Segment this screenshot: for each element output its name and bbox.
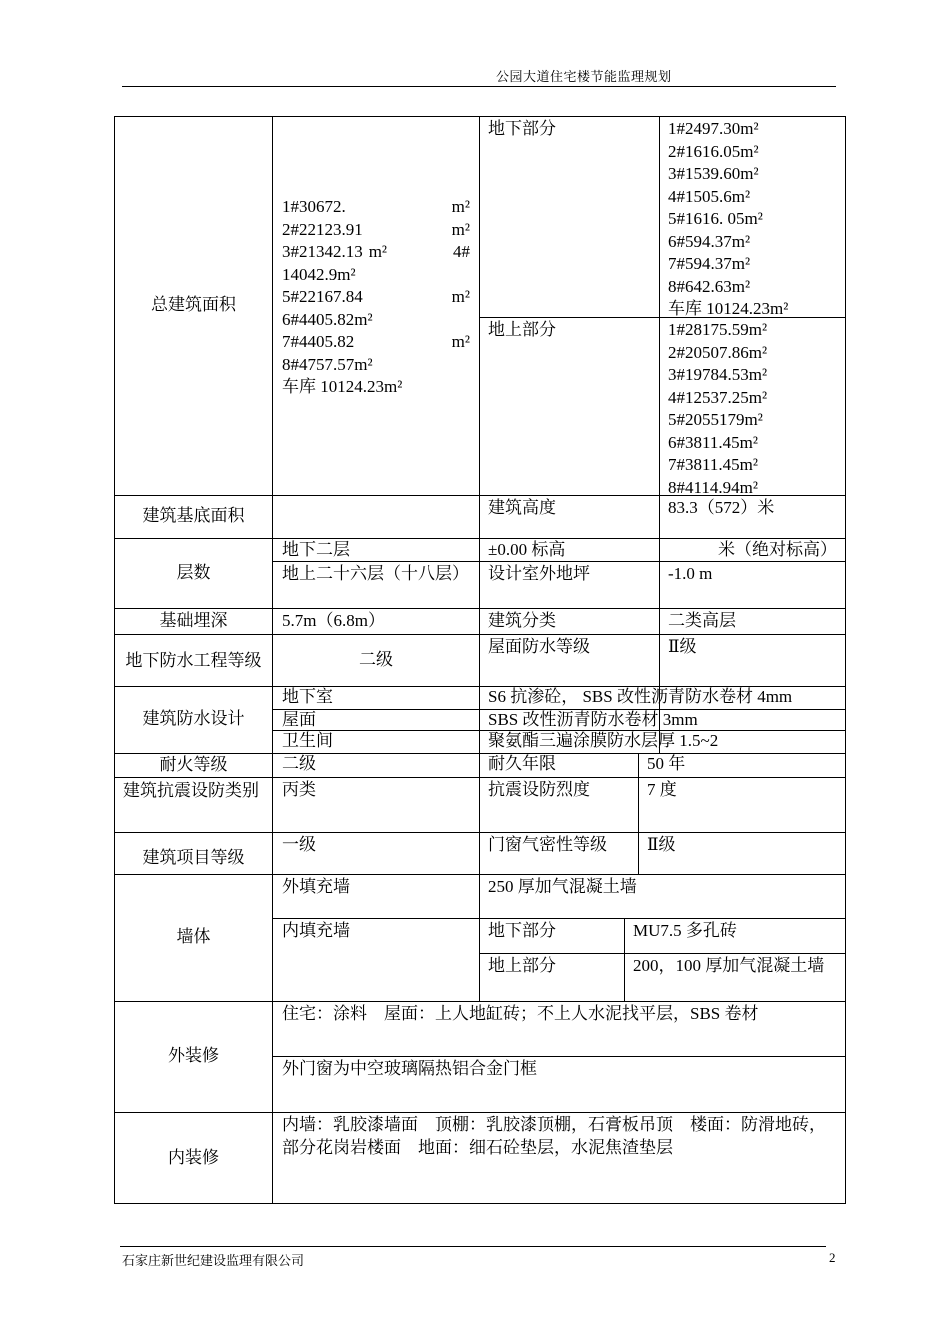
durability-label: 耐久年限 bbox=[488, 754, 556, 773]
project-info-table bbox=[114, 116, 846, 1204]
seismic-intensity-value: 7 度 bbox=[647, 780, 677, 799]
floors-aboveground: 地上二十六层（十八层） bbox=[282, 564, 469, 583]
elevation-label: ±0.00 标高 bbox=[488, 540, 566, 559]
base-area-value bbox=[273, 495, 479, 538]
underground-waterproof-value: 二级 bbox=[359, 649, 393, 669]
footer-rule bbox=[120, 1246, 826, 1247]
elevation-value: 米（绝对标高） bbox=[718, 540, 837, 559]
interior-finish-value: 内墙：乳胶漆墙面 顶棚：乳胶漆顶棚，石膏板吊顶 楼面：防滑地砖，部分花岗岩楼面 地面：细石砼垫层，水泥焦渣垫层 bbox=[282, 1115, 826, 1157]
foundation-depth-label: 基础埋深 bbox=[159, 610, 228, 630]
interior-finish-label: 内装修 bbox=[168, 1147, 219, 1167]
total-area-line: 8#4757.57m² bbox=[282, 354, 373, 374]
header-rule bbox=[122, 86, 836, 87]
waterproof-spec: SBS 改性沥青防水卷材 3mm bbox=[488, 710, 698, 729]
total-area-line: 车库 10124.23m² bbox=[282, 377, 403, 396]
inner-infill-wall-label: 内填充墙 bbox=[282, 921, 350, 940]
underground-area-values: 1#2497.30m² 2#1616.05m² 3#1539.60m² 4#1505.6m² 5#1616. 05m² 6#594.37m² 7#594.37m² 8#642.63m² 车库 10124.23m² bbox=[668, 119, 789, 318]
page-number: 2 bbox=[829, 1250, 836, 1265]
aboveground-area-values: 1#28175.59m² 2#20507.86m² 3#19784.53m² 4#12537.25m² 5#2055179m² 6#3811.45m² 7#3811.45m² 8#4114.94m² bbox=[668, 320, 768, 497]
airtightness-label: 门窗气密性等级 bbox=[488, 835, 607, 854]
total-area-line: 2#22123.91 m² bbox=[282, 219, 470, 239]
total-area-line: 14042.9m² bbox=[282, 264, 356, 284]
waterproof-spec: S6 抗渗砼， SBS 改性沥青防水卷材 4mm bbox=[488, 687, 793, 706]
seismic-intensity-label: 抗震设防烈度 bbox=[488, 780, 590, 799]
outer-infill-wall-label: 外填充墙 bbox=[282, 877, 350, 896]
inner-wall-aboveground-value: 200，100 厚加气混凝土墙 bbox=[633, 956, 825, 975]
total-area-line: 6#4405.82m² bbox=[282, 309, 373, 329]
inner-wall-underground-value: MU7.5 多孔砖 bbox=[633, 921, 737, 940]
outdoor-grade-label: 设计室外地坪 bbox=[488, 564, 590, 583]
exterior-finish-windows: 外门窗为中空玻璃隔热铝合金门框 bbox=[282, 1059, 537, 1078]
underground-area-label: 地下部分 bbox=[488, 119, 556, 138]
waterproof-spec: 聚氨酯三遍涂膜防水层厚 1.5~2 bbox=[488, 731, 719, 750]
header-title: 公园大道住宅楼节能监理规划 bbox=[496, 69, 672, 84]
waterproof-part: 地下室 bbox=[282, 687, 333, 706]
fire-rating-label: 耐火等级 bbox=[159, 754, 228, 774]
aboveground-area-label: 地上部分 bbox=[488, 320, 556, 339]
wall-label: 墙体 bbox=[176, 927, 211, 947]
building-category-value: 二类高层 bbox=[668, 611, 736, 630]
project-grade-value: 一级 bbox=[282, 835, 316, 854]
total-area-values bbox=[273, 194, 479, 414]
total-area-line: 3#21342.13 m² 4# bbox=[282, 242, 470, 261]
exterior-finish-label: 外装修 bbox=[168, 1046, 219, 1066]
footer-company: 石家庄新世纪建设监理有限公司 bbox=[122, 1253, 305, 1268]
total-area-label: 总建筑面积 bbox=[151, 295, 236, 315]
floors-underground: 地下二层 bbox=[282, 540, 350, 559]
durability-value: 50 年 bbox=[647, 754, 686, 773]
underground-waterproof-label: 地下防水工程等级 bbox=[125, 650, 262, 670]
total-area-line: 1#30672. m² bbox=[282, 197, 470, 216]
outdoor-grade-value: -1.0 m bbox=[668, 564, 713, 583]
inner-wall-underground-label: 地下部分 bbox=[488, 921, 556, 940]
waterproof-design-label: 建筑防水设计 bbox=[142, 709, 245, 729]
roof-waterproof-value: Ⅱ级 bbox=[668, 637, 697, 656]
foundation-depth-value: 5.7m（6.8m） bbox=[282, 611, 385, 630]
roof-waterproof-label: 屋面防水等级 bbox=[488, 637, 590, 656]
waterproof-part: 卫生间 bbox=[282, 731, 333, 750]
outer-infill-wall-value: 250 厚加气混凝土墙 bbox=[488, 877, 637, 896]
waterproof-part: 屋面 bbox=[282, 710, 316, 729]
building-height-value: 83.3（572）米 bbox=[668, 498, 775, 517]
seismic-category-value: 丙类 bbox=[282, 780, 316, 799]
airtightness-value: Ⅱ级 bbox=[647, 835, 676, 854]
fire-rating-value: 二级 bbox=[282, 754, 316, 773]
project-grade-label: 建筑项目等级 bbox=[142, 847, 245, 867]
building-category-label: 建筑分类 bbox=[488, 611, 556, 630]
total-area-line: 7#4405.82 m² bbox=[282, 332, 470, 351]
floors-label: 层数 bbox=[176, 562, 211, 582]
base-area-label: 建筑基底面积 bbox=[142, 506, 245, 526]
building-height-label: 建筑高度 bbox=[488, 498, 556, 517]
inner-wall-aboveground-label: 地上部分 bbox=[488, 956, 556, 975]
seismic-category-label: 建筑抗震设防类别 bbox=[123, 781, 259, 800]
exterior-finish-main: 住宅：涂料 屋面：上人地缸砖；不上人水泥找平层，SBS 卷材 bbox=[282, 1004, 759, 1023]
total-area-line: 5#22167.84 m² bbox=[282, 287, 470, 306]
